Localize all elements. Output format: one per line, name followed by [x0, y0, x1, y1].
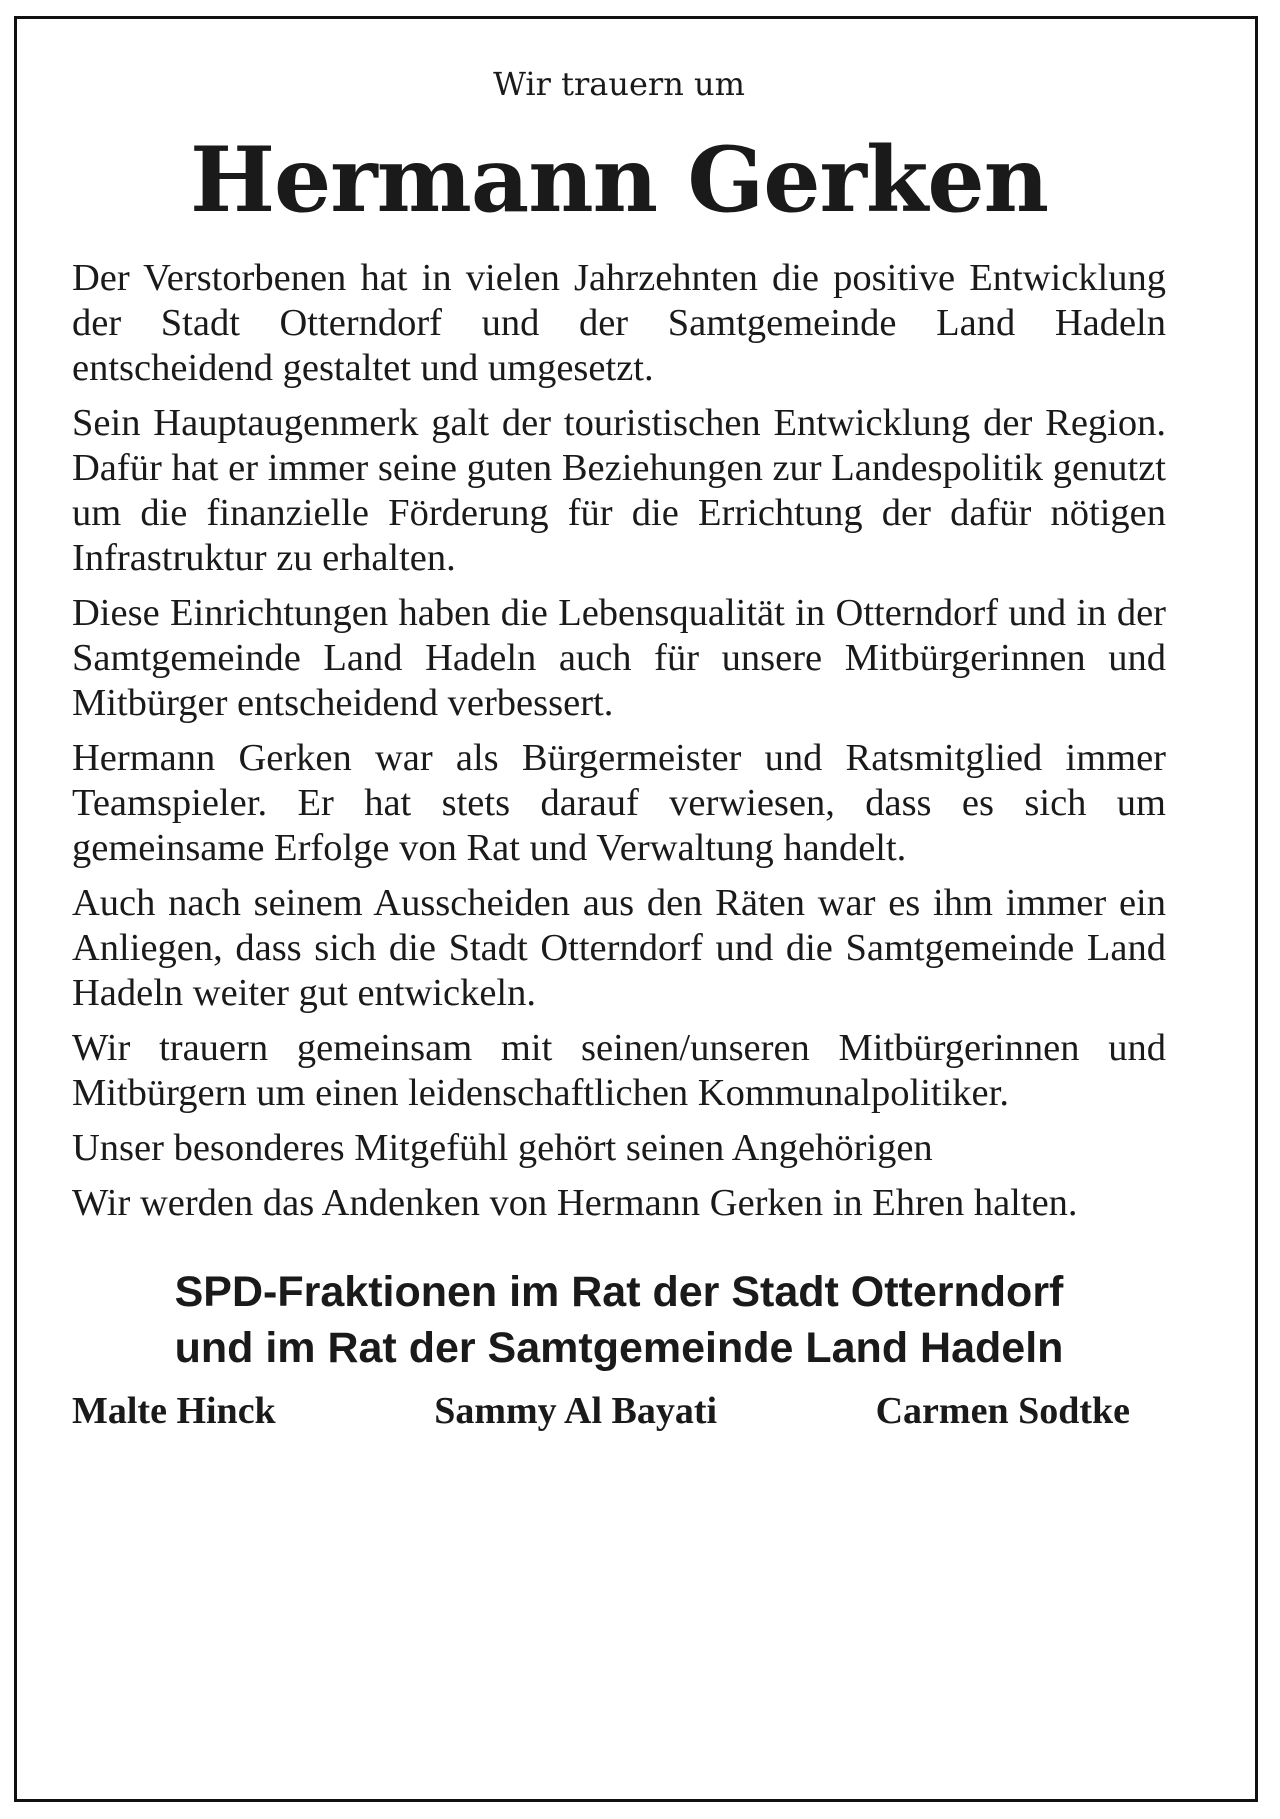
paragraph: Sein Hauptaugenmerk galt der touristischen Entwicklung der Region. Dafür hat er immer seine guten Beziehungen zur Landespolitik genutzt um die finanzielle Förderung für die Errichtung der dafür nötigen Infrastruktur zu erhalten. [72, 402, 1166, 579]
signers [72, 1386, 1166, 1436]
paragraph: Auch nach seinem Ausscheiden aus den Räten war es ihm immer ein Anliegen, dass sich die Stadt Otterndorf und die Samtgemeinde Land Hadeln weiter gut entwickeln. [72, 882, 1166, 1014]
paragraph: Unser besonderes Mitgefühl gehört seinen Angehörigen [72, 1127, 933, 1169]
paragraph: Der Verstorbenen hat in vielen Jahrzehnten die positive Entwicklung der Stadt Otterndorf und der Samtgemeinde Land Hadeln entscheidend gestaltet und umgesetzt. [72, 257, 1166, 389]
paragraph: Wir werden das Andenken von Hermann Gerken in Ehren halten. [72, 1182, 1078, 1224]
deceased-name: Hermann Gerken [189, 127, 1049, 233]
signer-name: Sammy Al Bayati [434, 1390, 718, 1432]
organization-line: SPD-Fraktionen im Rat der Stadt Otterndorf [174, 1268, 1064, 1316]
signer-name: Malte Hinck [72, 1390, 276, 1432]
organization-line: und im Rat der Samtgemeinde Land Hadeln [174, 1324, 1064, 1372]
paragraph: Hermann Gerken war als Bürgermeister und Ratsmitglied immer Teamspieler. Er hat stets darauf verwiesen, dass es sich um gemeinsame Erfolge von Rat und Verwaltung handelt. [72, 737, 1166, 869]
paragraph: Diese Einrichtungen haben die Lebensqualität in Otterndorf und in der Samtgemeinde Land Hadeln auch für unsere Mitbürgerinnen und Mitbürger entscheidend verbessert. [72, 592, 1166, 724]
paragraph: Wir trauern gemeinsam mit seinen/unseren Mitbürgerinnen und Mitbürgern um einen leidenschaftlichen Kommunalpolitiker. [72, 1027, 1166, 1114]
signer-name: Carmen Sodtke [875, 1390, 1130, 1432]
organization [72, 1264, 1166, 1376]
obituary-notice [72, 40, 1166, 1436]
notice-body [72, 256, 1166, 1226]
intro-line: Wir trauern um [493, 65, 745, 103]
